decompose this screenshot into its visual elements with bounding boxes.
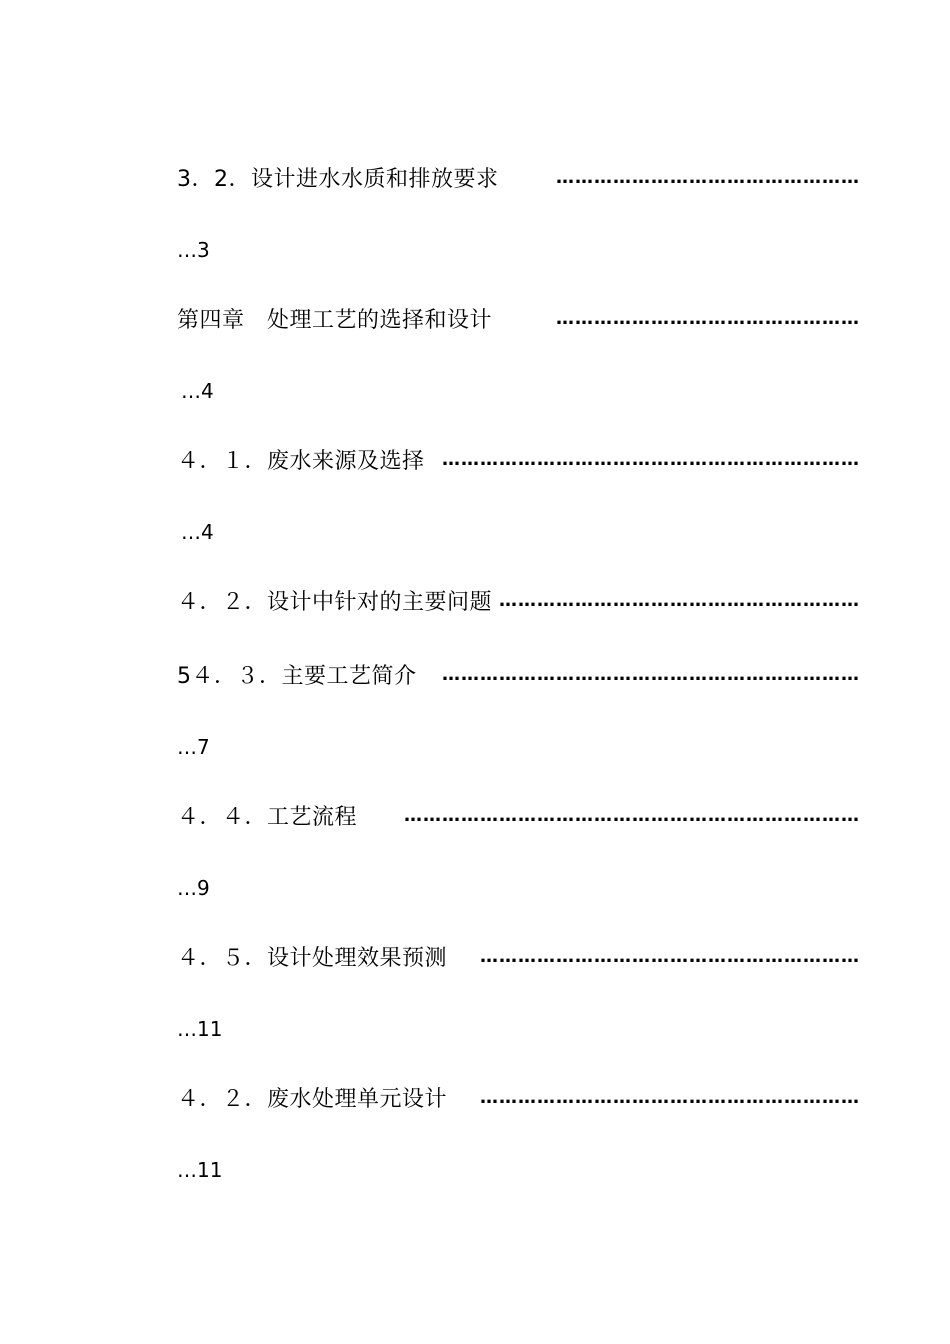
toc-entry-title: 5４．３．主要工艺简介	[177, 663, 417, 689]
toc-dot-leader: ………………………………………………………………	[404, 804, 860, 826]
toc-dot-leader: …………………………………………………………	[442, 448, 860, 470]
toc-entry	[177, 939, 860, 973]
toc-entry	[177, 798, 860, 832]
toc-entry-page: …4	[181, 520, 214, 544]
toc-entry	[177, 442, 860, 476]
toc-entry-page: …9	[177, 876, 210, 900]
toc-entry-title: 3．2．设计进水水质和排放要求	[177, 166, 499, 192]
toc-entry-title: 第四章 处理工艺的选择和设计	[177, 307, 493, 333]
toc-dot-leader: ……………………………………………………	[480, 945, 860, 967]
toc-dot-leader: …………………………………………………………	[442, 663, 860, 685]
toc-entry	[177, 301, 860, 335]
toc-entry-title: ４．２．设计中针对的主要问题	[177, 589, 493, 615]
toc-entry-title: ４．１．废水来源及选择	[177, 448, 425, 474]
toc-entry-page: …7	[177, 735, 210, 759]
toc-entry-title: ４．２．废水处理单元设计	[177, 1086, 448, 1112]
toc-entry	[177, 583, 860, 617]
toc-entry-page: …11	[177, 1017, 223, 1041]
toc-dot-leader: …………………………………………	[556, 166, 860, 188]
toc-entry-page: …11	[177, 1158, 223, 1182]
toc-dot-leader: …………………………………………	[556, 307, 860, 329]
toc-entry-title: ４．４．工艺流程	[177, 804, 358, 830]
toc-entry-page: …4	[181, 379, 214, 403]
toc-dot-leader: ……………………………………………………	[480, 1086, 860, 1108]
toc-entry-title: ４．５．设计处理效果预测	[177, 945, 448, 971]
toc-dot-leader: …………………………………………………	[499, 589, 860, 611]
toc-entry-page: …3	[177, 238, 210, 262]
toc-entry	[177, 1080, 860, 1114]
toc-entry	[177, 657, 860, 691]
toc-entry	[177, 160, 860, 194]
